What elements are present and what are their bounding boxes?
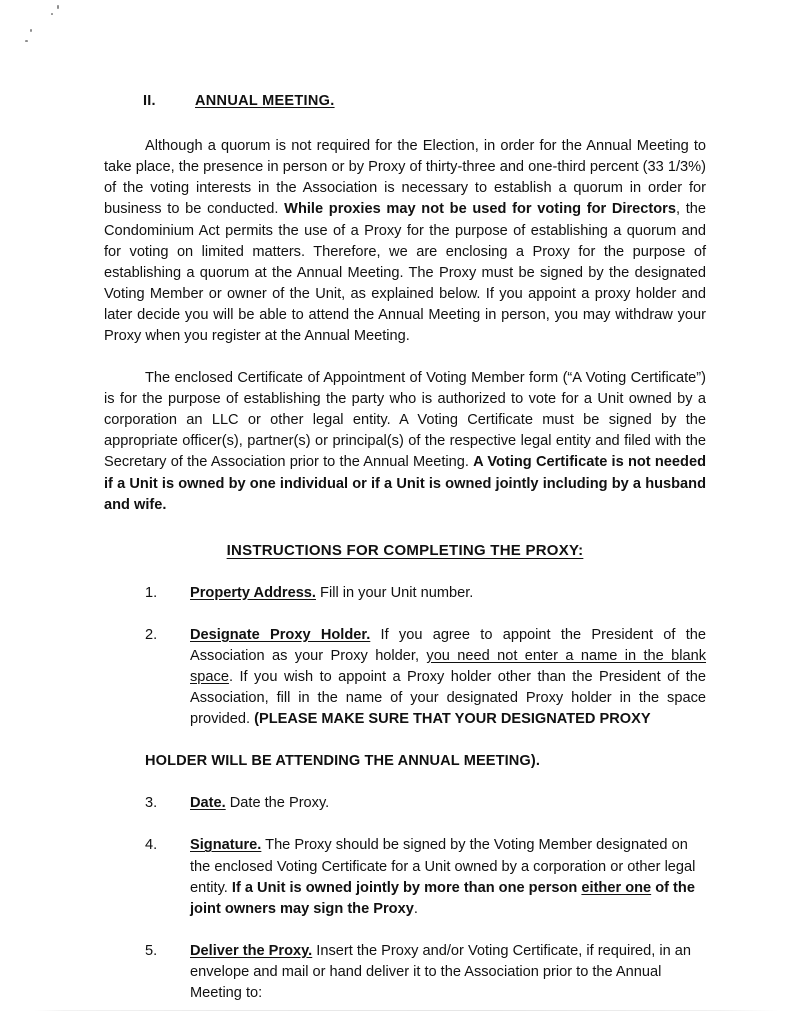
text-run: .: [413, 900, 418, 917]
text-run: . If you wish to appoint a Proxy holder other than the President of the Association, fill in the name of your designated Proxy holder in the space provided.: [190, 669, 706, 728]
instruction-item-text: [190, 835, 706, 919]
instruction-item-text: [190, 941, 706, 1004]
text-run: A Voting Certificate is not needed if a Unit is owned by one individual or if a Unit is owned jointly including by a husband and wife.: [104, 454, 706, 513]
scan-edge-line: [34, 1010, 779, 1011]
text-run: If you agree to appoint the President of the Association as your Proxy holder,: [190, 626, 707, 664]
instruction-list-part-two: [104, 793, 706, 1004]
text-run: Deliver the Proxy.: [190, 942, 313, 959]
instructions-heading-text: INSTRUCTIONS FOR COMPLETING THE PROXY:: [226, 541, 584, 559]
instruction-item-number: 2.: [145, 626, 158, 643]
text-run: While proxies may not be used for voting for Directors: [284, 201, 676, 218]
text-run: If a Unit is owned jointly by more than one person: [231, 879, 582, 896]
instruction-item: [104, 941, 706, 1004]
section-title: ANNUAL MEETING.: [195, 93, 335, 109]
instruction-item-text: [190, 793, 706, 814]
scan-speck: [57, 5, 59, 9]
instruction-item: [104, 835, 706, 919]
text-run: (PLEASE MAKE SURE THAT YOUR DESIGNATED PROXY: [254, 711, 651, 728]
section-heading: [104, 92, 706, 110]
section-number: II.: [143, 93, 156, 109]
text-run: The Proxy should be signed by the Voting Member designated on the enclosed Voting Certificate for a Unit owned by a corporation or other legal entity.: [190, 837, 696, 896]
text-run: Fill in your Unit number.: [315, 584, 474, 601]
text-run: either one: [581, 879, 652, 896]
instruction-list-part-one: [104, 583, 706, 731]
instruction-item-text: [190, 625, 706, 730]
instruction-item: [104, 625, 706, 730]
instruction-item-text: [190, 583, 706, 604]
scan-speck: [51, 13, 53, 15]
instructions-heading: [104, 542, 706, 559]
scan-speck: [25, 40, 28, 42]
instruction-item: [104, 793, 706, 814]
text-run: Although a quorum is not required for the Election, in order for the Annual Meeting to take place, the presence in person or by Proxy of thirty-three and one-third percent (33 1/3%) of the voting interests in the Association is necessary to establish a quorum in order for business to be conducted.: [104, 138, 706, 218]
breakout-continuation-line: HOLDER WILL BE ATTENDING THE ANNUAL MEETING).: [145, 753, 541, 770]
instruction-item-number: 1.: [145, 584, 158, 601]
text-run: Signature.: [190, 837, 262, 854]
body-paragraph: [104, 368, 706, 516]
instruction-item-number: 5.: [145, 942, 158, 959]
text-run: of the joint owners may sign the Proxy: [190, 879, 695, 917]
instruction-item-number: 4.: [145, 837, 158, 854]
instruction-item: [104, 583, 706, 604]
body-paragraphs: [104, 136, 706, 516]
scan-speck: [30, 29, 32, 32]
body-paragraph: [104, 136, 706, 347]
instruction-item-number: 3.: [145, 795, 158, 812]
text-run: Date.: [190, 795, 226, 812]
text-run: The enclosed Certificate of Appointment of Voting Member form (“A Voting Certificate”) is for the purpose of establishing the party who is authorized to vote for a Unit owned by a corporation an LLC or other legal entity. A Voting Certificate must be signed by the appropriate officer(s), partner(s) or principal(s) of the respective legal entity and filed with the Secretary of the Association prior to the Annual Meeting.: [104, 370, 706, 471]
text-run: Property Address.: [190, 584, 316, 601]
text-run: Designate Proxy Holder.: [190, 626, 371, 643]
text-run: Insert the Proxy and/or Voting Certificate, if required, in an envelope and mail or hand deliver it to the Association prior to the Annual Meeting to:: [190, 942, 692, 1002]
text-run: , the Condominium Act permits the use of a Proxy for the purpose of establishing a quorum and for voting on limited matters. Therefore, we are enclosing a Proxy for the purpose of establishing a quorum at the Annual Meeting. The Proxy must be signed by the designated Voting Member or owner of the Unit, as explained below. If you appoint a proxy holder and later decide you will be able to attend the Annual Meeting in person, you may withdraw your Proxy when you register at the Annual Meeting.: [104, 201, 706, 344]
document-content: [104, 92, 706, 1024]
text-run: you need not enter a name in the blank space: [190, 647, 707, 685]
text-run: Date the Proxy.: [225, 795, 330, 812]
